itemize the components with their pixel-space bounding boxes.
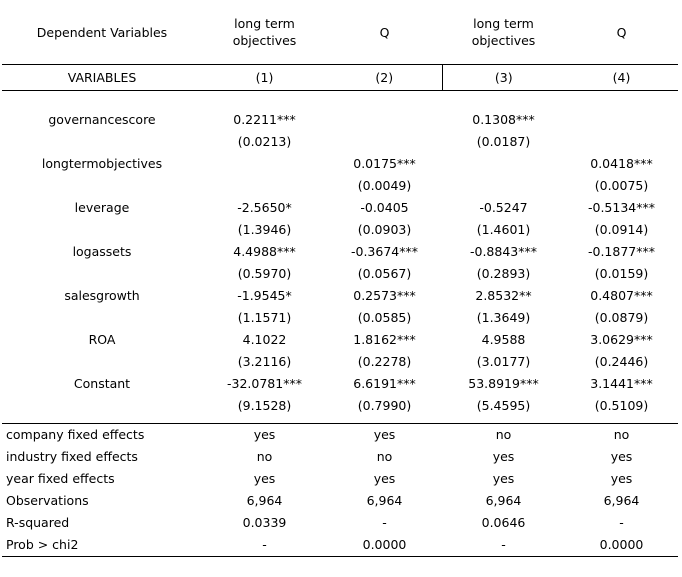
statistic-value: 0.0000: [565, 534, 678, 557]
header-row: [2, 0, 678, 65]
statistic-label: company fixed effects: [2, 424, 202, 447]
coefficient-cell: -0.0405: [360, 200, 409, 215]
statistic-value: 0.0646: [481, 515, 526, 530]
statistic-value: -: [442, 534, 565, 557]
coefficient-cell: 3.0629***: [590, 332, 653, 347]
std-error-row: [2, 351, 678, 373]
variables-header-row: [2, 65, 678, 91]
statistic-row: [2, 534, 678, 557]
std-error-cell: (3.0177): [476, 354, 531, 369]
variable-name: governancescore: [48, 112, 156, 127]
statistic-row: [2, 424, 678, 447]
statistic-value: no: [256, 449, 273, 464]
std-error-cell: (0.0879): [594, 310, 649, 325]
header-col-2: Q: [379, 24, 390, 40]
std-error-row: [2, 175, 678, 197]
std-error-cell: (5.4595): [476, 398, 531, 413]
coefficient-cell: -32.0781***: [227, 376, 302, 391]
coefficient-cell: 0.2211***: [233, 112, 296, 127]
statistic-value: yes: [610, 471, 633, 486]
coefficient-cell: 6.6191***: [353, 376, 416, 391]
variable-name: logassets: [72, 244, 132, 259]
coefficient-cell: -0.8843***: [470, 244, 537, 259]
std-error-row: [2, 131, 678, 153]
coefficient-cell: 2.8532**: [475, 288, 532, 303]
std-error-row: [2, 307, 678, 329]
coefficient-row: [2, 197, 678, 219]
std-error-cell: [565, 131, 678, 153]
coefficient-cell: -2.5650*: [237, 200, 292, 215]
std-error-cell: (0.0213): [237, 134, 292, 149]
statistic-value: 0.0000: [327, 534, 442, 557]
statistic-value: yes: [492, 471, 515, 486]
std-error-cell: (0.5109): [594, 398, 649, 413]
model-number-1: (1): [202, 65, 327, 91]
statistic-value: 6,964: [246, 493, 283, 508]
statistic-value: yes: [373, 471, 396, 486]
coefficient-cell: 0.2573***: [353, 288, 416, 303]
statistic-value: yes: [202, 424, 327, 447]
std-error-cell: (3.2116): [237, 354, 292, 369]
coefficient-cell: 4.4988***: [233, 244, 296, 259]
std-error-cell: [442, 175, 565, 197]
variable-name: salesgrowth: [64, 288, 140, 303]
std-error-cell: (1.1571): [237, 310, 292, 325]
std-error-cell: (0.0187): [476, 134, 531, 149]
model-number-4: (4): [565, 65, 678, 91]
std-error-cell: (9.1528): [237, 398, 292, 413]
coefficient-cell: [202, 153, 327, 175]
variable-name: longtermobjectives: [41, 156, 163, 171]
header-label: Dependent Variables: [36, 24, 168, 40]
coefficient-cell: 1.8162***: [353, 332, 416, 347]
header-col-1: long term objectives: [232, 16, 297, 48]
statistic-value: 0.0339: [242, 515, 287, 530]
coefficient-row: [2, 153, 678, 175]
std-error-cell: (0.0049): [357, 178, 412, 193]
statistic-value: yes: [492, 449, 515, 464]
statistic-label: year fixed effects: [6, 471, 115, 486]
std-error-cell: (0.0585): [357, 310, 412, 325]
statistic-value: yes: [610, 449, 633, 464]
coefficient-row: [2, 373, 678, 395]
statistic-value: 6,964: [603, 493, 640, 508]
coefficient-cell: -0.1877***: [588, 244, 655, 259]
model-number-3: (3): [442, 65, 565, 91]
std-error-row: [2, 219, 678, 241]
statistic-label: Observations: [6, 493, 89, 508]
std-error-cell: (1.3649): [476, 310, 531, 325]
coefficient-row: [2, 285, 678, 307]
statistic-label: Prob > chi2: [2, 534, 202, 557]
coefficient-cell: 4.1022: [242, 332, 287, 347]
variable-name: ROA: [88, 332, 116, 347]
statistic-row: [2, 490, 678, 512]
statistic-value: -: [382, 515, 387, 530]
header-col-4: Q: [616, 24, 627, 40]
regression-table: [2, 0, 678, 557]
statistic-row: [2, 468, 678, 490]
coefficient-cell: 53.8919***: [468, 376, 539, 391]
statistic-value: 6,964: [366, 493, 403, 508]
variable-name: leverage: [74, 200, 130, 215]
statistic-value: no: [565, 424, 678, 447]
std-error-cell: (0.0075): [594, 178, 649, 193]
coefficient-cell: 3.1441***: [590, 376, 653, 391]
std-error-cell: [327, 131, 442, 153]
std-error-cell: (0.2446): [594, 354, 649, 369]
std-error-cell: (0.5970): [237, 266, 292, 281]
coefficient-row: [2, 329, 678, 351]
std-error-cell: (0.0903): [357, 222, 412, 237]
coefficient-cell: [565, 109, 678, 131]
std-error-cell: (0.2893): [476, 266, 531, 281]
statistic-row: [2, 512, 678, 534]
model-number-2: (2): [327, 65, 442, 91]
coefficient-row: [2, 109, 678, 131]
coefficient-cell: 0.0418***: [590, 156, 653, 171]
coefficient-cell: -0.3674***: [351, 244, 418, 259]
coefficient-cell: [442, 153, 565, 175]
coefficient-cell: 0.1308***: [472, 112, 535, 127]
std-error-cell: (0.0567): [357, 266, 412, 281]
std-error-cell: [202, 175, 327, 197]
variable-name: Constant: [73, 376, 131, 391]
std-error-cell: (1.4601): [476, 222, 531, 237]
coefficient-cell: 0.0175***: [353, 156, 416, 171]
statistic-row: [2, 446, 678, 468]
std-error-row: [2, 395, 678, 417]
std-error-cell: (0.0914): [594, 222, 649, 237]
std-error-cell: (0.0159): [594, 266, 649, 281]
statistic-value: yes: [327, 424, 442, 447]
spacer-row: [2, 91, 678, 110]
statistic-label: R-squared: [6, 515, 70, 530]
statistic-value: yes: [253, 471, 276, 486]
variables-label: VARIABLES: [2, 65, 202, 91]
statistic-label: industry fixed effects: [6, 449, 138, 464]
statistic-value: no: [376, 449, 393, 464]
std-error-cell: (1.3946): [237, 222, 292, 237]
coefficient-cell: -0.5134***: [588, 200, 655, 215]
coefficient-cell: -0.5247: [479, 200, 528, 215]
std-error-cell: (0.7990): [357, 398, 412, 413]
statistic-value: no: [442, 424, 565, 447]
coefficient-row: [2, 241, 678, 263]
std-error-cell: (0.2278): [357, 354, 412, 369]
statistic-value: 6,964: [485, 493, 522, 508]
coefficient-cell: 4.9588: [481, 332, 526, 347]
coefficient-cell: -1.9545*: [237, 288, 292, 303]
statistic-value: -: [619, 515, 624, 530]
header-col-3: long term objectives: [471, 16, 536, 48]
std-error-row: [2, 263, 678, 285]
statistic-value: -: [202, 534, 327, 557]
coefficient-cell: [327, 109, 442, 131]
coefficient-cell: 0.4807***: [590, 288, 653, 303]
